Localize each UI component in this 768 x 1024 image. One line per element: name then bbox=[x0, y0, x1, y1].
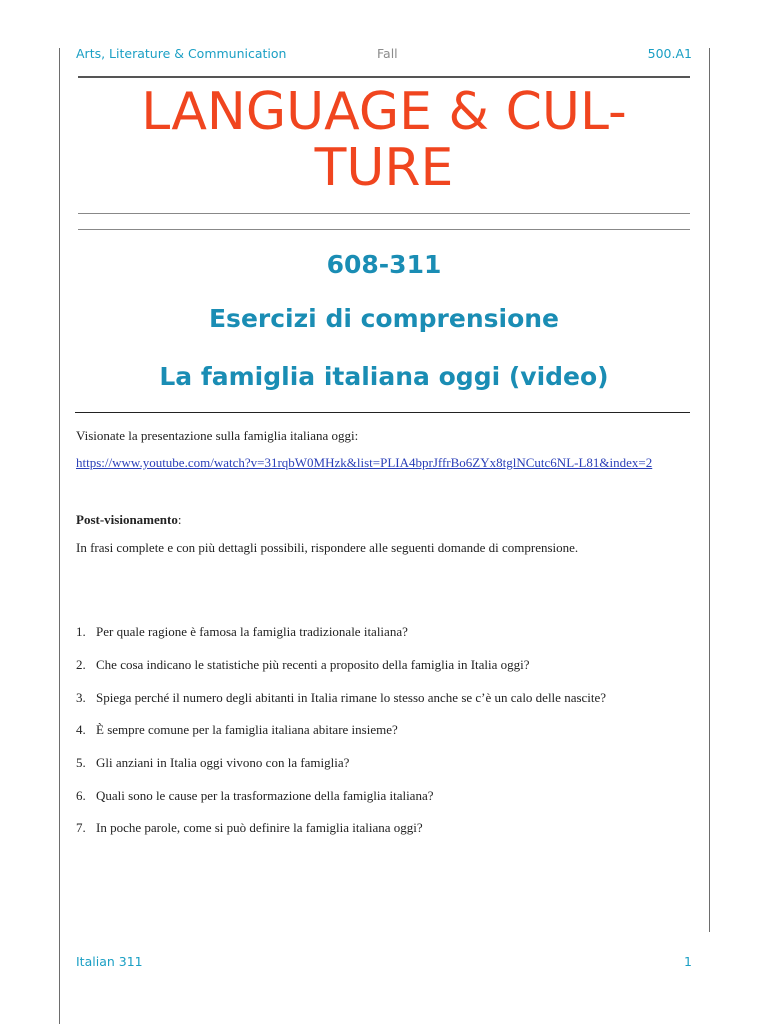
subtitle-exercises: Esercizi di comprensione bbox=[208, 304, 560, 333]
footer-page-number: 1 bbox=[684, 954, 692, 969]
document-title bbox=[78, 84, 690, 196]
course-code: 608-311 bbox=[326, 250, 442, 279]
post-viewing-heading: Post-visionamento bbox=[76, 512, 178, 527]
post-viewing-colon: : bbox=[177, 512, 182, 527]
title-rule-bottom bbox=[78, 229, 690, 230]
post-viewing-label bbox=[76, 512, 181, 528]
header-rule bbox=[78, 76, 690, 78]
question-item: 6. Quali sono le cause per la trasformazione della famiglia italiana? bbox=[76, 788, 434, 803]
subtitle-topic: La famiglia italiana oggi (video) bbox=[159, 362, 609, 391]
question-item: 4. È sempre comune per la famiglia italiana abitare insieme? bbox=[76, 722, 398, 737]
footer-course: Italian 311 bbox=[76, 954, 143, 969]
question-item: 5. Gli anziani in Italia oggi vivono con la famiglia? bbox=[76, 755, 350, 770]
question-item: 3. Spiega perché il numero degli abitanti in Italia rimane lo stesso anche se c’è un calo delle nascite? bbox=[76, 690, 607, 705]
question-item: 2. Che cosa indicano le statistiche più recenti a proposito della famiglia in Italia oggi? bbox=[76, 657, 530, 672]
title-rule-top bbox=[78, 213, 690, 214]
instructions-text: In frasi complete e con più dettagli possibili, rispondere alle seguenti domande di comprensione. bbox=[76, 540, 579, 555]
question-item: 1. Per quale ragione è famosa la famiglia tradizionale italiana? bbox=[76, 624, 408, 639]
title-line-2: TURE bbox=[314, 138, 454, 198]
page-margin-line-left bbox=[59, 48, 60, 1024]
title-line-1: LANGUAGE & CUL- bbox=[141, 82, 627, 142]
page-margin-line-right bbox=[709, 48, 710, 932]
header-code: 500.A1 bbox=[647, 46, 692, 61]
section-rule bbox=[75, 412, 690, 413]
intro-text: Visionate la presentazione sulla famiglia italiana oggi: bbox=[76, 428, 359, 443]
video-link[interactable]: https://www.youtube.com/watch?v=31rqbW0MHzk&list=PLIA4bprJffrBo6ZYx8tglNCutc6NL-L81&index=2 bbox=[76, 455, 653, 470]
question-item: 7. In poche parole, come si può definire la famiglia italiana oggi? bbox=[76, 820, 423, 835]
header-department: Arts, Literature & Communication bbox=[76, 46, 287, 61]
header-term: Fall bbox=[377, 46, 398, 61]
